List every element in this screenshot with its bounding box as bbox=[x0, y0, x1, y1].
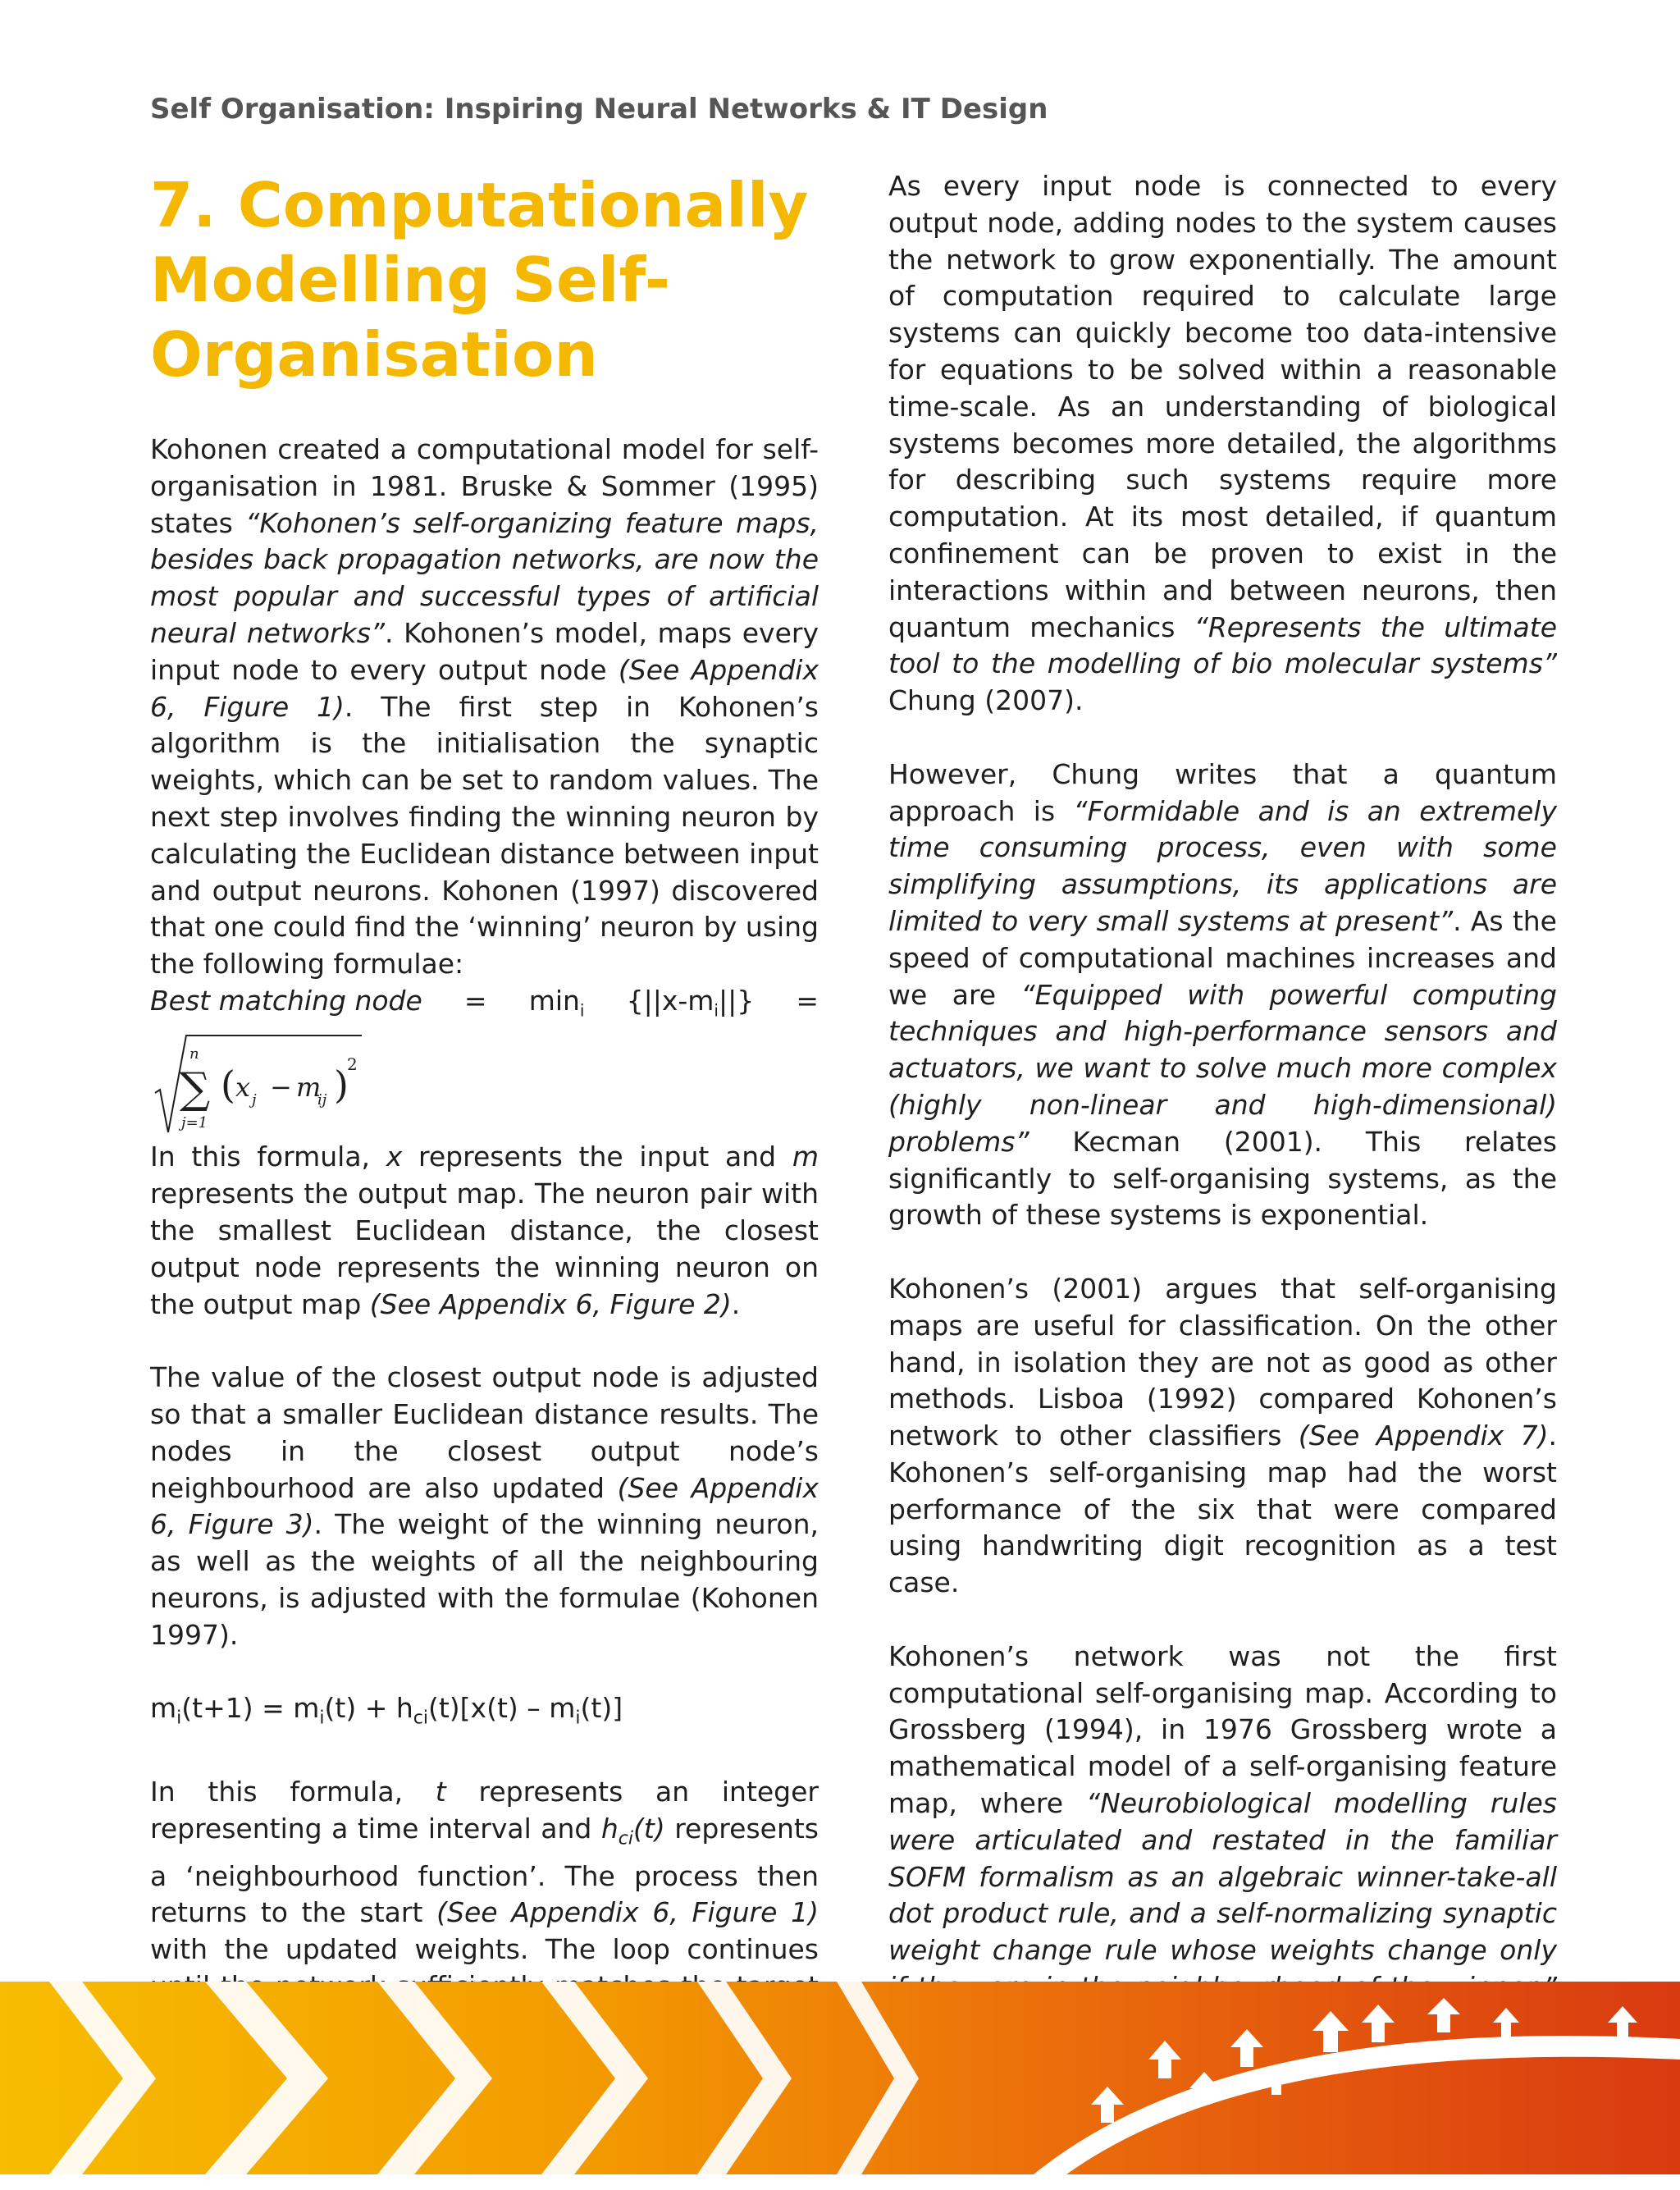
left-column bbox=[150, 168, 819, 2078]
sigma-symbol: ∑ bbox=[180, 1064, 211, 1114]
formula-equals: = bbox=[463, 984, 487, 1017]
paren-close: ) bbox=[334, 1063, 349, 1108]
right-paragraph-4: Kohonen’s network was not the first computational self-organising map. According to Grossberg (1994), in 1976 Grossberg wrote a mathematical model of a self-organising feature map, where “Neurobiological modelling rules were articulated and restated in the familiar SOFM formalism as an algebraic winner-take-all dot product rule, and a self-normalizing synaptic weight change rule whose weights change only bbox=[888, 1639, 1558, 1967]
right-paragraph-1: As every input node is connected to every output node, adding nodes to the system causes the network to grow exponentially. The amount of computation required to calculate large systems can quickly become too data-intensive for equations to be solved within a reasonable time-scale. As an understanding of biological systems becomes more detailed, the algorithms for describing such systems require more computation. At its most detailed, if quantum confinement can be proven to exist in the interactions within and between neurons, then quantum mechanics “Represents the ultimate tool to the modelling of bio molecular systems” Chung (2007). bbox=[888, 170, 1557, 717]
best-matching-node-formula bbox=[150, 983, 819, 1136]
right-paragraph-2: However, Chung writes that a quantum approach is “Formidable and is an extremely time consuming process, even with some simplifying assumptions, its applications are limited to very small systems at present”. As the speed of computational machines increases and we are “Equipped with powerful computing techniques and high-performance sensors and actuators, we want to solve much more complex (highly non-linear and high-dimensional) problems” Kecman (2001). This relates significantly to self-organising systems, as the growth of these systems is exponential. bbox=[888, 757, 1558, 1232]
running-header: Self Organisation: Inspiring Neural Networks & IT Design bbox=[150, 93, 1048, 126]
formula-set: $\{||x-m_i||\}$ bbox=[626, 984, 755, 1021]
update-formula: $m_i(t+1) = m_i(t) + h_{ci}(t)[x(t) - m_i(t)]$ bbox=[150, 1692, 623, 1729]
left-paragraph-1: Kohonen created a computational model for self-organisation in 1981. Bruske & Sommer (1995) states “Kohonen’s self-organizing feature maps, besides back propagation networks, are now the most popular and successful types of artificial neural networks”. Kohonen’s model, maps every input node to every output node (See Appendix 6, Figure 1). The first step in Kohonen’s algorithm is the initialisation the synaptic weights, which can be set to random values. The next step involves finding the winning neuron by calculating the Euclidean distance between input and output neurons. Kohonen (1997) discovered that one could find the ‘winning’ neuron by using the following formulae: bbox=[150, 433, 819, 981]
euclidean-sqrt-formula bbox=[150, 1032, 363, 1136]
formula-equals-2: = bbox=[796, 984, 819, 1017]
var-m: m bbox=[296, 1072, 322, 1104]
left-paragraph-2: In this formula, x represents the input and m represents the output map. The neuron pair with the smallest Euclidean distance, the closest output node represents the winning neuron on the output map (See Appendix 6, Figure 2). bbox=[150, 1141, 819, 1320]
footer-banner bbox=[0, 1982, 1680, 2174]
right-paragraph-3: Kohonen’s (2001) argues that self-organising maps are useful for classification. On the other hand, in isolation they are not as good as other methods. Lisboa (1992) compared Kohonen’s network to other classifiers (See Appendix 7). Kohonen’s self-organising map had the worst performance of the six that were compared using handwriting digit recognition as a test case. bbox=[888, 1272, 1557, 1599]
power-2: 2 bbox=[347, 1054, 358, 1075]
sub-ij: ij bbox=[317, 1091, 327, 1109]
var-x: x bbox=[235, 1072, 251, 1104]
left-paragraph-3: The value of the closest output node is adjusted so that a smaller Euclidean distance results. The nodes in the closest output node’s neighbourhood are also updated (See Appendix 6, Figure 3). The weight of the winning neuron, as well as the weights of all the neighbouring neurons, is adjusted with the formulae (Kohonen 1997). bbox=[150, 1361, 819, 1651]
left-paragraph-4: In this formula, t represents an integer representing a time interval and $h_{ci}(t)$ represents a ‘neighbourhood function’. The process then returns to the start (See Appendix 6, Figure 1) with the updated weights. The loop continues bbox=[150, 1776, 819, 1966]
sum-upper-limit: n bbox=[189, 1045, 199, 1063]
right-column bbox=[888, 168, 1557, 2190]
formula-line bbox=[150, 983, 819, 1029]
sub-j: j bbox=[252, 1091, 257, 1109]
minus-sign: − bbox=[270, 1072, 292, 1104]
formula-min: $\min_i$ bbox=[528, 984, 585, 1021]
formula-label: Best matching node bbox=[150, 984, 422, 1017]
sum-lower-limit: j=1 bbox=[181, 1114, 208, 1132]
paren-open: ( bbox=[221, 1063, 235, 1108]
section-title: 7. Computationally Modelling Self-Organisation bbox=[150, 169, 809, 391]
